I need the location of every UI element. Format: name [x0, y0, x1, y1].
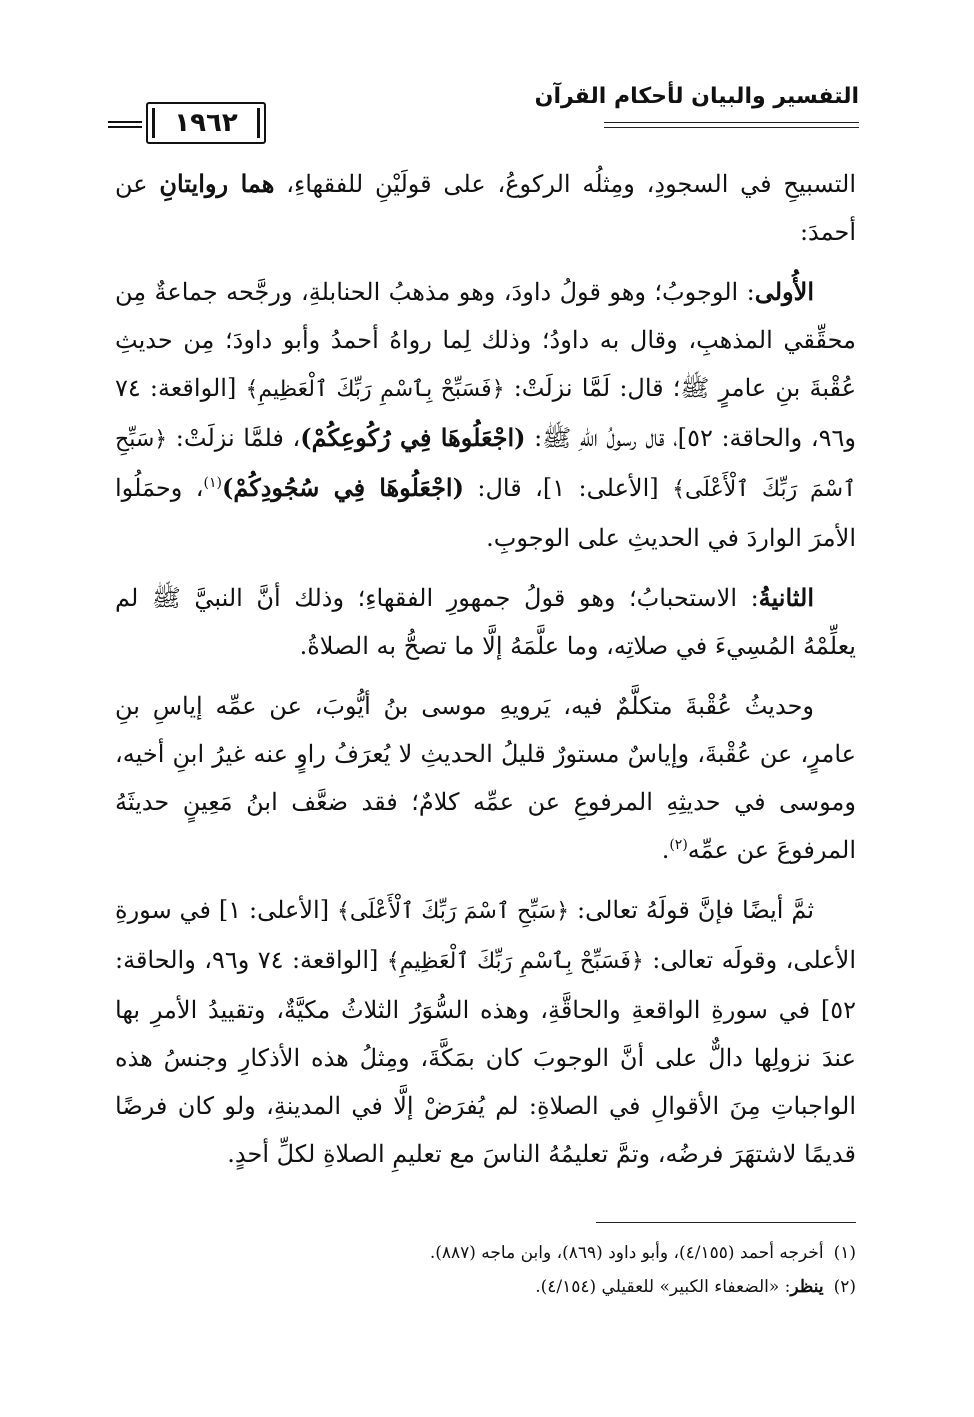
text-span: [الأعلى: ١]، قال:: [463, 474, 673, 502]
footnote-number: (٢): [833, 1277, 856, 1297]
footnote-text: [535, 1270, 823, 1304]
footnote-separator: [596, 1222, 856, 1223]
page-number-frame: [146, 102, 266, 144]
footnote-ref[interactable]: (١): [203, 475, 222, 491]
text-span: [الواقعة: ٧٤ و٩٦، والحاقة: ٥٢]، قال رسولُ اللهِ ﷺ:: [115, 374, 857, 452]
title-underline: [604, 122, 859, 123]
paragraph-hadith-critique: [115, 682, 856, 874]
text-span: ، وحمَلُوا الأمرَ الواردَ في الحديثِ على الوجوبِ.: [115, 474, 856, 552]
opinion-heading-first: الأُولى: [754, 277, 814, 306]
header-rule: [108, 121, 142, 123]
main-text: [115, 160, 856, 1190]
hadith-quote: (اجْعَلُوهَا فِي رُكُوعِكُمْ): [300, 423, 526, 452]
running-title: التفسير والبيان لأحكام القرآن: [534, 84, 859, 109]
text-span: : الاستحبابُ؛ وهو قولُ جمهورِ الفقهاءِ؛ وذلك أنَّ النبيَّ ﷺ لم يعلِّمْهُ المُسِيءَ في صلاتِه، وما علَّمَهُ إلَّا ما تصحُّ به الصلاةُ.: [115, 584, 856, 660]
page-number: ١٩٦٢: [174, 108, 238, 138]
page-header: [108, 78, 859, 154]
opinion-heading-second: الثانيةُ: [758, 583, 814, 612]
paragraph-first-opinion: [115, 268, 856, 562]
footnotes: [115, 1236, 856, 1304]
footnote-text: [430, 1236, 824, 1270]
text-span: ، فلمَّا نزلَتْ:: [167, 424, 301, 452]
bold-term: هما روايتانِ: [159, 169, 275, 198]
text-span: [الأعلى: ١] في سورةِ الأعلى، وقولَه تعالى:: [115, 896, 857, 974]
footnote-item: [115, 1236, 856, 1270]
text-span: : الوجوبُ؛ وهو قولُ داودَ، وهو مذهبُ الحنابلةِ، ورجَّحه جماعةٌ مِن محقِّقي المذهبِ، وقال به داودُ؛ وذلك لِما رواهُ أحمدُ وأبو داودَ؛ مِن حديثِ عُقْبةَ بنِ عامرٍ ﷺ؛ قال: لَمَّا نزلَتْ:: [115, 278, 857, 402]
header-rule-2: [108, 126, 142, 128]
text-span: عن أحمدَ:: [115, 170, 856, 246]
hadith-quote: (اجْعَلُوهَا فِي سُجُودِكُمْ): [221, 473, 464, 502]
text-span: وحديثُ عُقْبةَ متكلَّمٌ فيه، يَرويهِ موسى بنُ أيُّوبَ، عن عمِّه إياسِ بنِ عامرٍ، عن عُقْبةَ، وإياسٌ مستورٌ قليلُ الحديثِ لا يُعرَفُ راوٍ عنه غيرُ ابنِ أخيه، وموسى في حديثِهِ المرفوعِ عن عمِّه كلامٌ؛ فقد ضعَّف ابنُ مَعِينٍ حديثَهُ المرفوعَ عن عمِّه: [115, 692, 856, 864]
quran-verse: ﴿سَبِّحِ ٱسْمَ رَبِّكَ ٱلْأَعْلَى﴾: [336, 899, 570, 924]
quran-verse: ﴿فَسَبِّحْ بِٱسْمِ رَبِّكَ ٱلْعَظِيمِ﴾: [245, 377, 505, 402]
footnote-ref[interactable]: (٢): [669, 837, 688, 853]
quran-verse: ﴿سَبِّحِ ٱسْمَ رَبِّكَ ٱلْأَعْلَى﴾: [115, 427, 856, 502]
footnote-body: : «الضعفاء الكبير» للعقيلي (٤/١٥٤).: [535, 1277, 791, 1297]
footnote-item: [115, 1270, 856, 1304]
quran-verse: ﴿فَسَبِّحْ بِٱسْمِ رَبِّكَ ٱلْعَظِيمِ﴾: [386, 949, 644, 974]
paragraph-second-opinion: [115, 574, 856, 670]
text-span: [الواقعة: ٧٤ و٩٦، والحاقة: ٥٢] في سورةِ الواقعةِ والحاقَّةِ، وهذه السُّوَرُ الثلاثُ مكيَّةٌ، وتقييدُ الأمرِ بها عندَ نزولِها دالٌّ على أنَّ الوجوبَ كان بمَكَّةَ، ومِثلُ هذه الأذكارِ وجنسُ هذه الواجباتِ مِنَ الأقوالِ في الصلاةِ: لم يُفرَضْ إلَّا في المدينةِ، ولو كان فرضًا قديمًا لاشتهَرَ فرضُه، وتمَّ تعليمُهُ الناسَ مع تعليمِ الصلاةِ لكلِّ أحدٍ.: [115, 946, 856, 1168]
footnote-number: (١): [833, 1243, 856, 1263]
text-span: .: [661, 836, 670, 864]
footnote-bold-prefix: ينظر: [790, 1277, 824, 1297]
text-span: ثمَّ أيضًا فإنَّ قولَهُ تعالى:: [569, 896, 814, 924]
footnote-body: أخرجه أحمد (٤/١٥٥)، وأبو داود (٨٦٩)، وابن ماجه (٨٨٧).: [429, 1243, 824, 1263]
paragraph-intro: [115, 160, 856, 256]
text-span: التسبيحِ في السجودِ، ومِثلُه الركوعُ، على قولَيْنِ للفقهاءِ،: [274, 170, 857, 198]
paragraph-surah-argument: [115, 886, 856, 1178]
title-underline-2: [604, 127, 859, 128]
